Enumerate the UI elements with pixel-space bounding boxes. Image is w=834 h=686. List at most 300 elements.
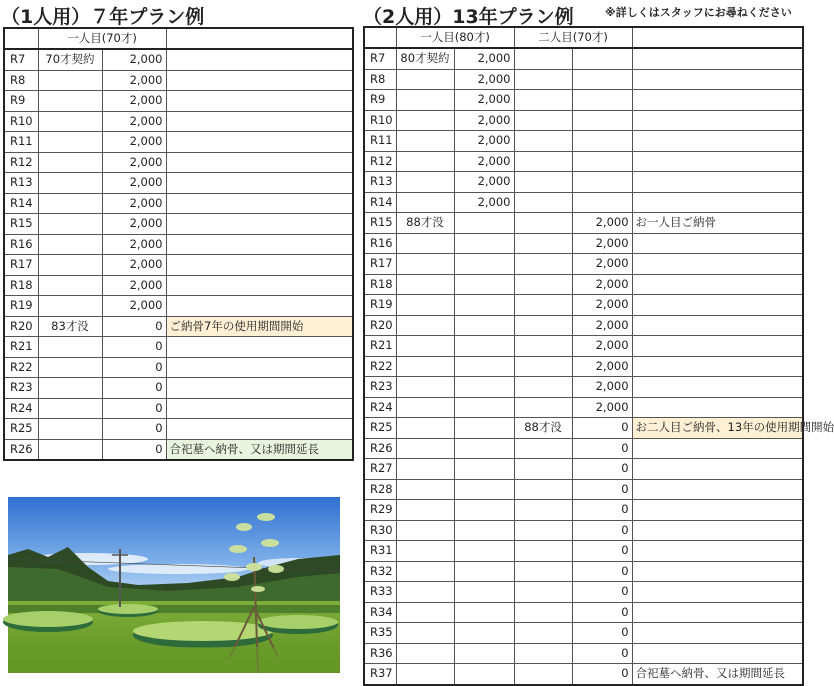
person1-event-cell — [396, 90, 454, 111]
note-cell — [166, 152, 353, 173]
year-cell: R31 — [364, 541, 396, 562]
table-row — [364, 233, 803, 254]
note-cell — [166, 193, 353, 214]
person2-event-cell — [514, 623, 572, 644]
table-row — [4, 378, 353, 399]
person2-event-cell — [514, 192, 572, 213]
person1-amount-cell: 2,000 — [454, 69, 514, 90]
note-cell — [166, 275, 353, 296]
year-cell: R37 — [364, 664, 396, 685]
year-cell: R17 — [4, 255, 38, 276]
note-cell — [632, 582, 803, 603]
person2-event-cell — [514, 582, 572, 603]
amount-cell: 2,000 — [102, 255, 166, 276]
note-cell — [632, 151, 803, 172]
person1-event-cell — [396, 479, 454, 500]
person2-amount-cell: 2,000 — [572, 233, 632, 254]
table-row — [4, 337, 353, 358]
note-cell — [166, 357, 353, 378]
year-cell: R29 — [364, 500, 396, 521]
person1-amount-cell: 2,000 — [454, 48, 514, 69]
note-cell — [632, 438, 803, 459]
event-cell — [38, 173, 102, 194]
event-cell — [38, 419, 102, 440]
person1-event-cell — [396, 274, 454, 295]
event-cell — [38, 398, 102, 419]
person2-event-cell — [514, 561, 572, 582]
person2-event-cell — [514, 377, 572, 398]
table-row — [4, 111, 353, 132]
person2-amount-cell: 2,000 — [572, 213, 632, 234]
person1-amount-cell: 2,000 — [454, 90, 514, 111]
person2-event-cell — [514, 151, 572, 172]
event-cell — [38, 275, 102, 296]
year-cell: R15 — [4, 214, 38, 235]
year-cell: R11 — [4, 132, 38, 153]
note-cell — [632, 254, 803, 275]
person2-event-cell — [514, 110, 572, 131]
person2-event-cell — [514, 438, 572, 459]
note-cell — [166, 111, 353, 132]
table-row — [364, 500, 803, 521]
amount-cell: 0 — [102, 378, 166, 399]
person2-amount-cell — [572, 90, 632, 111]
note-cell — [166, 337, 353, 358]
note-cell — [166, 234, 353, 255]
table-row — [364, 643, 803, 664]
table-row — [4, 234, 353, 255]
note-cell — [166, 255, 353, 276]
note-cell — [632, 336, 803, 357]
table-row — [364, 664, 803, 685]
table-row — [364, 213, 803, 234]
plan2-header-row — [364, 27, 803, 48]
header-empty — [632, 27, 803, 48]
table-row — [364, 438, 803, 459]
year-cell: R10 — [4, 111, 38, 132]
event-cell: 70才契約 — [38, 49, 102, 70]
person2-amount-cell: 2,000 — [572, 274, 632, 295]
table-row — [364, 336, 803, 357]
amount-cell: 2,000 — [102, 193, 166, 214]
year-cell: R33 — [364, 582, 396, 603]
year-cell: R10 — [364, 110, 396, 131]
person2-event-cell — [514, 397, 572, 418]
table-row — [364, 479, 803, 500]
person1-event-cell — [396, 520, 454, 541]
note-cell — [166, 419, 353, 440]
table-row — [4, 255, 353, 276]
table-row — [364, 520, 803, 541]
note-cell: ご納骨7年の使用期間開始 — [166, 316, 353, 337]
table-row — [364, 582, 803, 603]
person1-amount-cell — [454, 541, 514, 562]
note-cell — [632, 643, 803, 664]
note-cell — [632, 172, 803, 193]
person2-amount-cell: 0 — [572, 459, 632, 480]
person2-amount-cell — [572, 151, 632, 172]
person2-event-cell — [514, 643, 572, 664]
note-cell: 合祀墓へ納骨、又は期間延長 — [632, 664, 803, 685]
person1-event-cell — [396, 438, 454, 459]
person2-amount-cell — [572, 131, 632, 152]
event-cell — [38, 337, 102, 358]
year-cell: R27 — [364, 459, 396, 480]
person1-event-cell — [396, 602, 454, 623]
person2-amount-cell — [572, 69, 632, 90]
table-row — [4, 49, 353, 70]
table-row — [4, 214, 353, 235]
table-row — [364, 192, 803, 213]
amount-cell: 0 — [102, 357, 166, 378]
person2-amount-cell — [572, 48, 632, 69]
year-cell: R16 — [364, 233, 396, 254]
person1-event-cell — [396, 500, 454, 521]
person1-event-cell — [396, 315, 454, 336]
person1-event-cell — [396, 582, 454, 603]
person1-event-cell: 80才契約 — [396, 48, 454, 69]
person2-amount-cell: 0 — [572, 541, 632, 562]
table-row — [364, 48, 803, 69]
table-row — [364, 397, 803, 418]
person1-amount-cell — [454, 582, 514, 603]
person2-event-cell — [514, 356, 572, 377]
table-row — [364, 418, 803, 439]
year-cell: R8 — [364, 69, 396, 90]
table-row — [4, 316, 353, 337]
amount-cell: 2,000 — [102, 111, 166, 132]
person1-amount-cell — [454, 520, 514, 541]
event-cell — [38, 378, 102, 399]
year-cell: R18 — [364, 274, 396, 295]
person2-amount-cell — [572, 110, 632, 131]
person2-event-cell — [514, 172, 572, 193]
year-cell: R22 — [4, 357, 38, 378]
person1-amount-cell: 2,000 — [454, 131, 514, 152]
amount-cell: 0 — [102, 419, 166, 440]
note-cell — [632, 602, 803, 623]
year-cell: R11 — [364, 131, 396, 152]
plan2-title: （2人用）13年プラン例 — [363, 6, 574, 28]
person1-amount-cell — [454, 315, 514, 336]
person2-amount-cell — [572, 172, 632, 193]
table-row — [4, 439, 353, 460]
person2-amount-cell: 0 — [572, 602, 632, 623]
year-cell: R12 — [364, 151, 396, 172]
person1-event-cell — [396, 295, 454, 316]
year-cell: R14 — [364, 192, 396, 213]
note-cell: 合祀墓へ納骨、又は期間延長 — [166, 439, 353, 460]
person2-event-cell — [514, 520, 572, 541]
note-cell — [632, 315, 803, 336]
person2-event-cell — [514, 213, 572, 234]
note-cell: お二人目ご納骨、13年の使用期間開始 — [632, 418, 803, 439]
person2-event-cell — [514, 90, 572, 111]
plan1-header-row — [4, 28, 353, 49]
note-cell — [166, 91, 353, 112]
person1-event-cell — [396, 192, 454, 213]
event-cell — [38, 152, 102, 173]
person1-event-cell — [396, 151, 454, 172]
table-row — [364, 69, 803, 90]
table-row — [4, 70, 353, 91]
note-cell — [632, 295, 803, 316]
plan1-person1-header: 一人目(70才) — [38, 28, 166, 49]
table-row — [4, 419, 353, 440]
year-cell: R19 — [4, 296, 38, 317]
person1-amount-cell: 2,000 — [454, 110, 514, 131]
note-cell — [632, 274, 803, 295]
table-row — [364, 295, 803, 316]
table-row — [364, 541, 803, 562]
event-cell — [38, 70, 102, 91]
person2-amount-cell: 0 — [572, 664, 632, 685]
person2-event-cell — [514, 131, 572, 152]
person1-amount-cell — [454, 664, 514, 685]
year-cell: R17 — [364, 254, 396, 275]
event-cell — [38, 214, 102, 235]
person1-event-cell — [396, 377, 454, 398]
note-cell — [166, 398, 353, 419]
year-cell: R35 — [364, 623, 396, 644]
table-row — [4, 91, 353, 112]
event-cell — [38, 296, 102, 317]
year-cell: R15 — [364, 213, 396, 234]
year-cell: R36 — [364, 643, 396, 664]
person1-amount-cell: 2,000 — [454, 172, 514, 193]
person1-amount-cell: 2,000 — [454, 192, 514, 213]
cemetery-photo — [8, 497, 340, 673]
event-cell — [38, 193, 102, 214]
table-row — [364, 602, 803, 623]
table-row — [364, 356, 803, 377]
person2-event-cell — [514, 479, 572, 500]
amount-cell: 2,000 — [102, 173, 166, 194]
table-row — [364, 274, 803, 295]
person1-event-cell — [396, 561, 454, 582]
year-cell: R21 — [4, 337, 38, 358]
year-cell: R9 — [4, 91, 38, 112]
note-cell — [166, 70, 353, 91]
event-cell: 83才没 — [38, 316, 102, 337]
year-cell: R19 — [364, 295, 396, 316]
header-empty — [166, 28, 353, 49]
note-cell — [632, 520, 803, 541]
person1-event-cell — [396, 172, 454, 193]
event-cell — [38, 255, 102, 276]
person1-amount-cell — [454, 479, 514, 500]
person1-event-cell — [396, 541, 454, 562]
note-cell — [166, 378, 353, 399]
table-row — [4, 357, 353, 378]
person1-event-cell — [396, 459, 454, 480]
person1-amount-cell — [454, 561, 514, 582]
note-cell — [632, 233, 803, 254]
note-cell — [632, 479, 803, 500]
person2-amount-cell — [572, 192, 632, 213]
table-row — [364, 623, 803, 644]
year-cell: R26 — [364, 438, 396, 459]
table-row — [364, 254, 803, 275]
table-row — [364, 90, 803, 111]
person2-amount-cell: 2,000 — [572, 377, 632, 398]
person1-amount-cell — [454, 213, 514, 234]
year-cell: R7 — [364, 48, 396, 69]
person2-event-cell — [514, 254, 572, 275]
year-cell: R9 — [364, 90, 396, 111]
year-cell: R8 — [4, 70, 38, 91]
person2-amount-cell: 2,000 — [572, 336, 632, 357]
year-cell: R23 — [4, 378, 38, 399]
person2-event-cell — [514, 69, 572, 90]
amount-cell: 2,000 — [102, 234, 166, 255]
person2-amount-cell: 0 — [572, 418, 632, 439]
plan1-title: （1人用）７年プラン例 — [1, 6, 205, 28]
person1-event-cell — [396, 110, 454, 131]
person2-amount-cell: 0 — [572, 582, 632, 603]
person1-event-cell — [396, 336, 454, 357]
person1-amount-cell — [454, 233, 514, 254]
year-cell: R20 — [364, 315, 396, 336]
person2-event-cell — [514, 602, 572, 623]
note-cell — [632, 561, 803, 582]
year-cell: R18 — [4, 275, 38, 296]
plan1-table — [3, 27, 354, 461]
table-row — [364, 131, 803, 152]
amount-cell: 2,000 — [102, 49, 166, 70]
amount-cell: 0 — [102, 398, 166, 419]
person2-event-cell — [514, 274, 572, 295]
amount-cell: 2,000 — [102, 275, 166, 296]
person1-event-cell — [396, 233, 454, 254]
amount-cell: 0 — [102, 337, 166, 358]
person1-amount-cell — [454, 643, 514, 664]
year-cell: R12 — [4, 152, 38, 173]
plan2-table — [363, 26, 834, 686]
year-cell: R23 — [364, 377, 396, 398]
plan2-person2-header: 二人目(70才) — [514, 27, 632, 48]
person2-amount-cell: 0 — [572, 520, 632, 541]
person1-amount-cell — [454, 336, 514, 357]
amount-cell: 0 — [102, 316, 166, 337]
year-cell: R13 — [4, 173, 38, 194]
year-cell: R28 — [364, 479, 396, 500]
person1-event-cell: 88才没 — [396, 213, 454, 234]
event-cell — [38, 439, 102, 460]
note-cell — [632, 192, 803, 213]
year-cell: R16 — [4, 234, 38, 255]
table-row — [4, 296, 353, 317]
table-row — [4, 193, 353, 214]
person1-amount-cell — [454, 459, 514, 480]
note-cell — [632, 541, 803, 562]
header-empty — [4, 28, 38, 49]
table-row — [364, 561, 803, 582]
event-cell — [38, 91, 102, 112]
event-cell — [38, 111, 102, 132]
person1-event-cell — [396, 69, 454, 90]
note-cell — [632, 377, 803, 398]
table-row — [364, 459, 803, 480]
year-cell: R26 — [4, 439, 38, 460]
person2-event-cell — [514, 664, 572, 685]
person1-event-cell — [396, 131, 454, 152]
person2-amount-cell: 0 — [572, 643, 632, 664]
person2-amount-cell: 2,000 — [572, 254, 632, 275]
amount-cell: 2,000 — [102, 132, 166, 153]
person2-event-cell — [514, 48, 572, 69]
person1-amount-cell — [454, 295, 514, 316]
note-cell — [166, 296, 353, 317]
year-cell: R25 — [4, 419, 38, 440]
person2-amount-cell: 0 — [572, 438, 632, 459]
year-cell: R25 — [364, 418, 396, 439]
year-cell: R30 — [364, 520, 396, 541]
table-row — [364, 172, 803, 193]
person2-amount-cell: 0 — [572, 561, 632, 582]
note-cell — [632, 131, 803, 152]
person2-amount-cell: 0 — [572, 500, 632, 521]
person2-amount-cell: 2,000 — [572, 397, 632, 418]
person1-amount-cell — [454, 623, 514, 644]
person2-event-cell — [514, 336, 572, 357]
note-cell — [632, 110, 803, 131]
year-cell: R32 — [364, 561, 396, 582]
year-cell: R24 — [4, 398, 38, 419]
person1-event-cell — [396, 643, 454, 664]
header-empty — [364, 27, 396, 48]
person1-amount-cell — [454, 500, 514, 521]
year-cell: R24 — [364, 397, 396, 418]
person1-amount-cell — [454, 438, 514, 459]
year-cell: R13 — [364, 172, 396, 193]
table-row — [4, 132, 353, 153]
person1-amount-cell — [454, 377, 514, 398]
event-cell — [38, 357, 102, 378]
year-cell: R14 — [4, 193, 38, 214]
amount-cell: 2,000 — [102, 296, 166, 317]
person2-event-cell — [514, 295, 572, 316]
amount-cell: 2,000 — [102, 91, 166, 112]
note-cell — [632, 397, 803, 418]
table-row — [4, 398, 353, 419]
person1-amount-cell — [454, 418, 514, 439]
note-cell — [166, 49, 353, 70]
staff-inquiry-note: ※詳しくはスタッフにお尋ねください — [605, 6, 792, 19]
note-cell — [632, 459, 803, 480]
person2-amount-cell: 0 — [572, 479, 632, 500]
event-cell — [38, 132, 102, 153]
person1-amount-cell — [454, 254, 514, 275]
person1-amount-cell: 2,000 — [454, 151, 514, 172]
year-cell: R34 — [364, 602, 396, 623]
table-row — [4, 275, 353, 296]
person2-amount-cell: 2,000 — [572, 295, 632, 316]
person1-event-cell — [396, 254, 454, 275]
note-cell — [632, 623, 803, 644]
note-cell — [632, 500, 803, 521]
plan2-person1-header: 一人目(80才) — [396, 27, 514, 48]
person2-amount-cell: 2,000 — [572, 315, 632, 336]
table-row — [364, 110, 803, 131]
person1-event-cell — [396, 418, 454, 439]
note-cell — [632, 48, 803, 69]
note-cell: お一人目ご納骨 — [632, 213, 803, 234]
table-row — [4, 152, 353, 173]
note-cell — [632, 69, 803, 90]
year-cell: R7 — [4, 49, 38, 70]
person1-amount-cell — [454, 397, 514, 418]
